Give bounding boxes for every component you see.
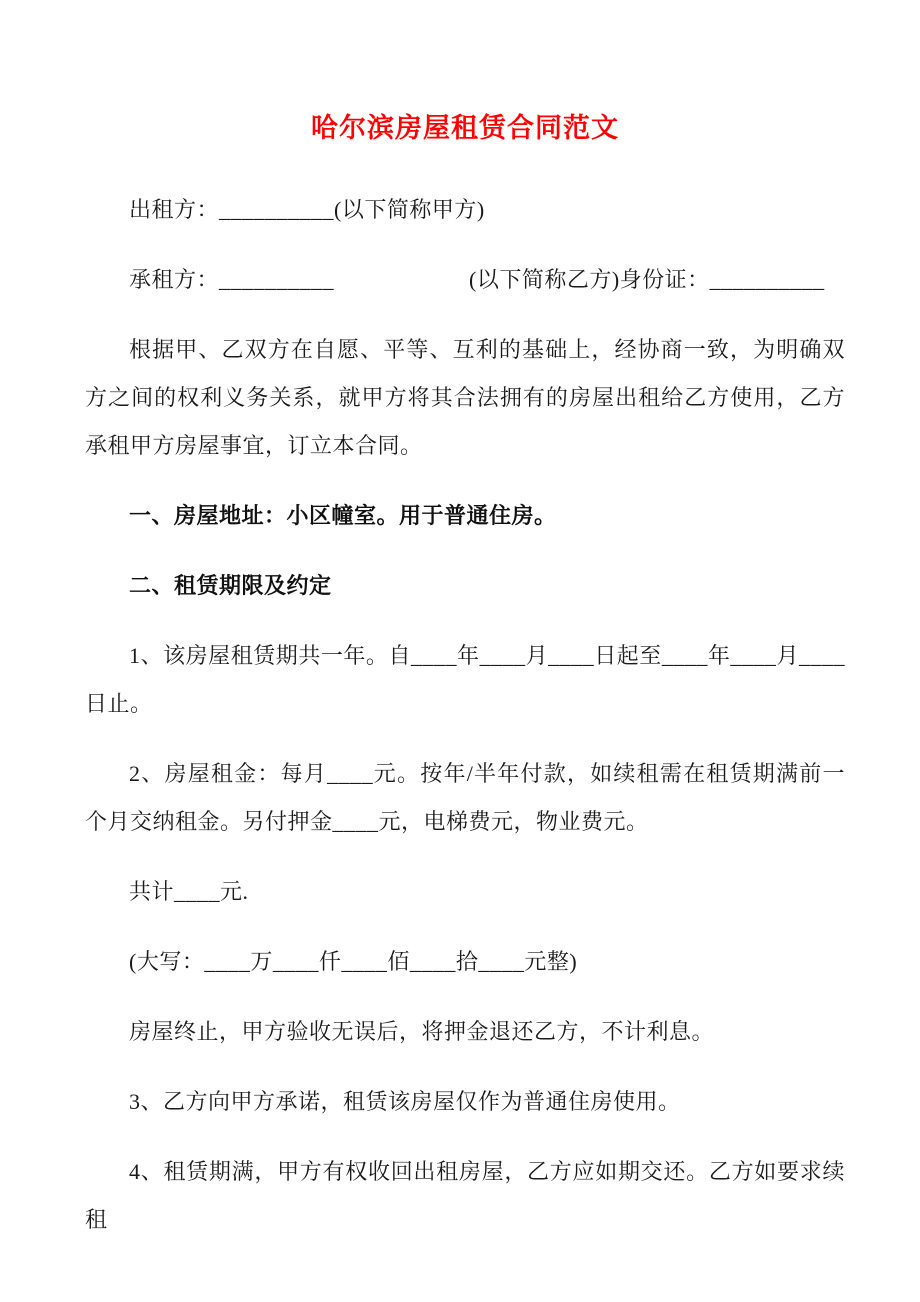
clause-rent: 2、房屋租金：每月____元。按年/半年付款，如续租需在租赁期满前一个月交纳租金。另付押金____元，电梯费元，物业费元。 [85,761,845,834]
usage-promise-clause: 3、乙方向甲方承诺，租赁该房屋仅作为普通住房使用。 [129,1089,681,1114]
total-amount-line: 共计____元. [129,879,249,904]
lessee-line: 承租方：__________ (以下简称乙方)身份证：__________ [129,267,825,292]
preamble-paragraph: 根据甲、乙双方在自愿、平等、互利的基础上，经协商一致，为明确双方之间的权利义务关系，就甲方将其合法拥有的房屋出租给乙方使用，乙方承租甲方房屋事宜，订立本合同。 [85,337,845,458]
clause-lease-term: 1、该房屋租赁期共一年。自____年____月____日起至____年____月____日止。 [85,643,845,716]
deposit-refund-clause: 房屋终止，甲方验收无误后，将押金退还乙方，不计利息。 [129,1019,715,1044]
section-heading-term: 二、租赁期限及约定 [129,573,332,598]
section-heading-address: 一、房屋地址：小区幢室。用于普通住房。 [129,503,557,528]
amount-in-words-line: (大写：____万____仟____佰____拾____元整) [129,949,578,974]
renewal-clause: 4、租赁期满，甲方有权收回出租房屋，乙方应如期交还。乙方如要求续租 [85,1159,845,1232]
lessor-line: 出租方：__________(以下简称甲方) [129,197,485,222]
document-title: 哈尔滨房屋租赁合同范文 [311,113,619,143]
